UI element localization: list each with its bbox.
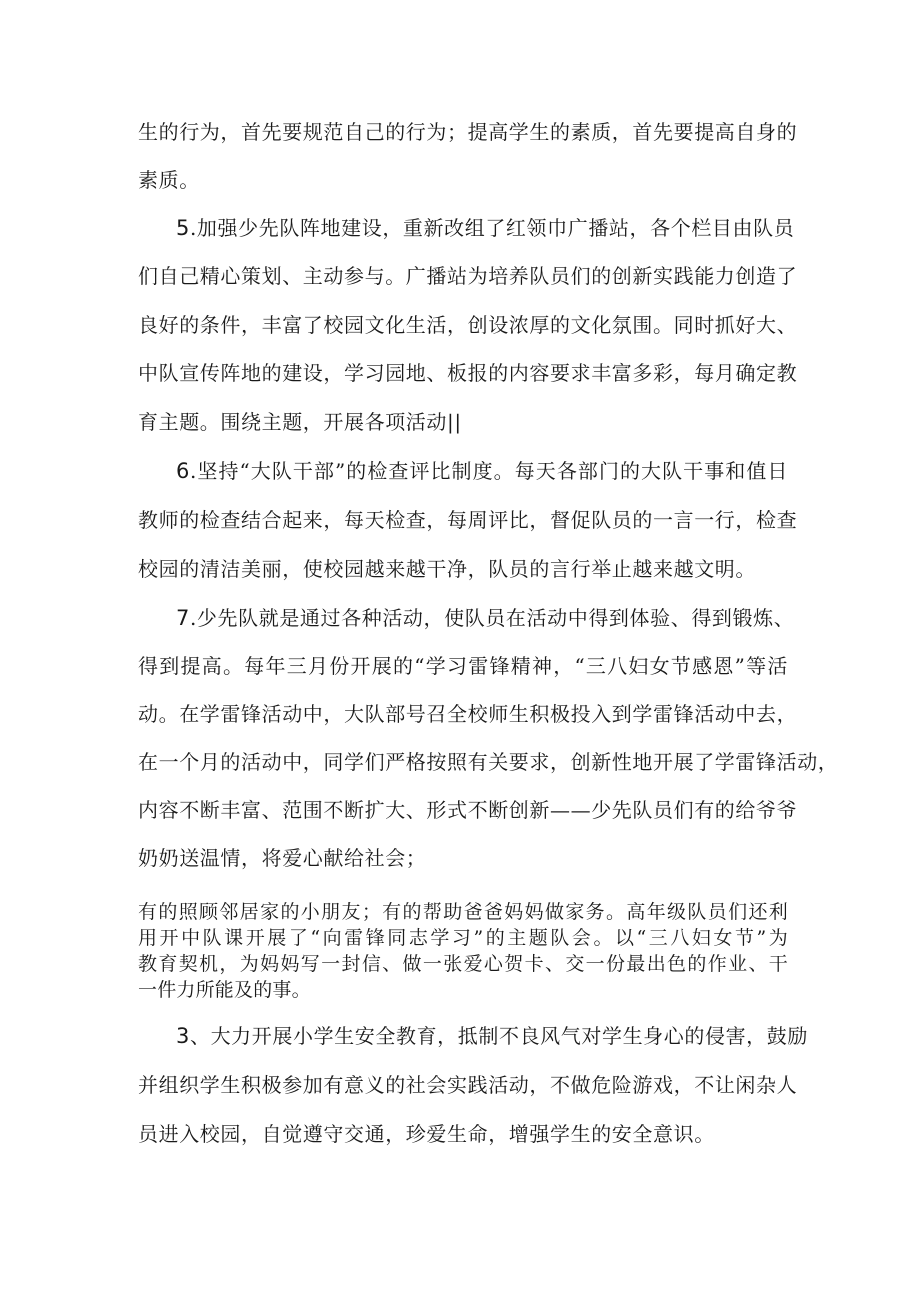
paragraph-line: 生的行为，首先要规范自己的行为；提高学生的素质，首先要提高自身的 [138, 120, 798, 144]
item-3-first-line [176, 1022, 808, 1050]
paragraph-line: 育主题。围绕主题，开展各项活动|| [138, 410, 462, 434]
paragraph-line: 一件力所能及的事。 [138, 979, 311, 1001]
paragraph-line: 校园的清洁美丽，使校园越来越干净，队员的言行举止越来越文明。 [138, 557, 756, 581]
item-number: 5 [176, 216, 190, 240]
item-number: 7 [176, 606, 190, 630]
item-5-first-line [176, 214, 795, 242]
paragraph-line: 有的照顾邻居家的小朋友；有的帮助爸爸妈妈做家务。高年级队员们还利 [138, 901, 788, 923]
paragraph-text: .少先队就是通过各种活动，使队员在活动中得到体验、得到锻炼、 [189, 606, 795, 630]
paragraph-text: 、大力开展小学生安全教育，抵制不良风气对学生身心的侵害，鼓励 [189, 1024, 808, 1048]
paragraph-line: 教师的检查结合起来，每天检查，每周评比，督促队员的一言一行，检查 [138, 508, 798, 532]
item-number: 3 [176, 1024, 190, 1048]
paragraph-line: 素质。 [138, 168, 200, 192]
paragraph-line: 并组织学生积极参加有意义的社会实践活动，不做危险游戏，不让闲杂人 [138, 1073, 798, 1097]
paragraph-line: 中队宣传阵地的建设，学习园地、板报的内容要求丰富多彩，每月确定教 [138, 361, 798, 385]
paragraph-text: .加强少先队阵地建设，重新改组了红领巾广播站，各个栏目由队员 [189, 216, 795, 240]
paragraph-line: 员进入校园，自觉遵守交通，珍爱生命，增强学生的安全意识。 [138, 1122, 715, 1146]
paragraph-line: 用开中队课开展了“向雷锋同志学习”的主题队会。以“三八妇女节”为 [138, 927, 788, 949]
paragraph-line: 得到提高。每年三月份开展的“学习雷锋精神，“三八妇女节感恩”等活 [138, 654, 788, 678]
paragraph-line: 动。在学雷锋活动中，大队部号召全校师生积极投入到学雷锋活动中去， [138, 702, 798, 726]
paragraph-line: 良好的条件，丰富了校园文化生活，创设浓厚的文化氛围。同时抓好大、 [138, 313, 798, 337]
item-6-first-line [176, 457, 788, 485]
paragraph-line: 在一个月的活动中，同学们严格按照有关要求，创新性地开展了学雷锋活动， [138, 750, 839, 774]
paragraph-line: 内容不断丰富、范围不断扩大、形式不断创新——少先队员们有的给爷爷 [138, 798, 798, 822]
paragraph-text: .坚持“大队干部”的检查评比制度。每天各部门的大队干事和值日 [189, 459, 788, 483]
paragraph-line: 教育契机，为妈妈写一封信、做一张爱心贺卡、交一份最出色的作业、干 [138, 953, 788, 975]
item-number: 6 [176, 459, 190, 483]
item-7-first-line [176, 604, 795, 632]
paragraph-line: 奶奶送温情，将爱心献给社会； [138, 846, 427, 870]
paragraph-line: 们自己精心策划、主动参与。广播站为培养队员们的创新实践能力创造了 [138, 264, 798, 288]
